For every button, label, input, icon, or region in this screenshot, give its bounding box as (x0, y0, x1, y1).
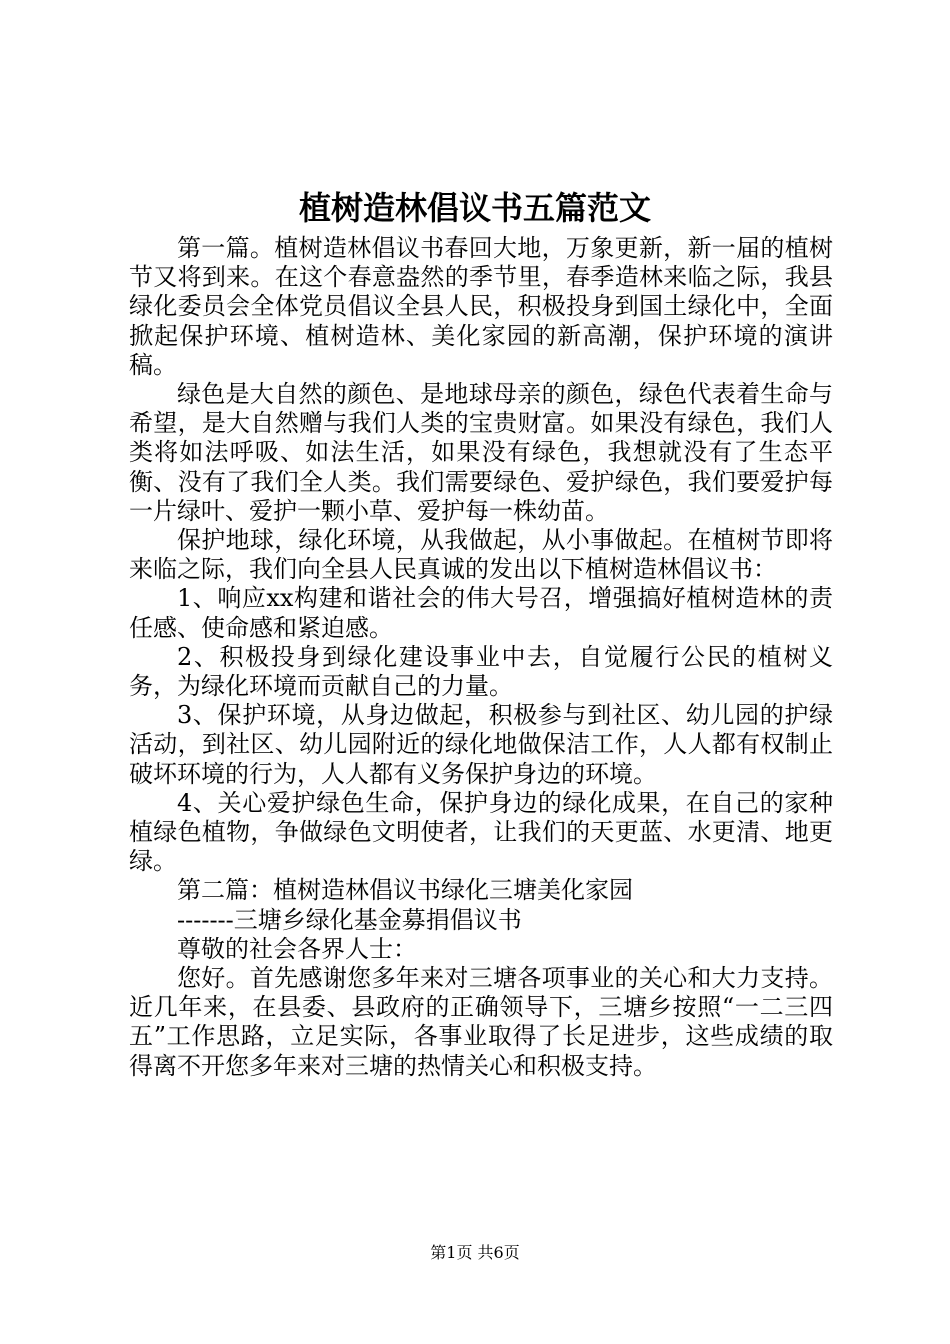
section-heading: 第二篇：植树造林倡议书绿化三塘美化家园 (177, 876, 633, 905)
page-footer: 第1页 共6页 (430, 1243, 520, 1262)
paragraph: 3、保护环境，从身边做起，积极参与到社区、幼儿园的护绿活动，到社区、幼儿园附近的绿化地做保洁工作，人人都有权制止破坏环境的行为，人人都有义务保护身边的环境。 (129, 701, 833, 788)
paragraph: 2、积极投身到绿化建设事业中去，自觉履行公民的植树义务，为绿化环境而贡献自己的力量。 (129, 642, 833, 701)
paragraph: 绿色是大自然的颜色、是地球母亲的颜色，绿色代表着生命与希望，是大自然赠与我们人类的宝贵财富。如果没有绿色，我们人类将如法呼吸、如法生活，如果没有绿色，我想就没有了生态平衡、没有了我们全人类。我们需要绿色、爱护绿色，我们要爱护每一片绿叶、爱护一颗小草、爱护每一株幼苗。 (129, 380, 833, 525)
document-title: 植树造林倡议书五篇范文 (298, 189, 651, 227)
paragraph: 1、响应xx构建和谐社会的伟大号召，增强搞好植树造林的责任感、使命感和紧迫感。 (129, 584, 833, 642)
paragraph: 保护地球，绿化环境，从我做起，从小事做起。在植树节即将来临之际，我们向全县人民真诚的发出以下植树造林倡议书： (129, 526, 833, 584)
salutation: 尊敬的社会各界人士： (177, 934, 417, 963)
paragraph: 第一篇。植树造林倡议书春回大地，万象更新，新一届的植树节又将到来。在这个春意盎然的季节里，春季造林来临之际，我县绿化委员会全体党员倡议全县人民，积极投身到国土绿化中，全面掀起保护环境、植树造林、美化家园的新高潮，保护环境的演讲稿。 (129, 234, 833, 379)
paragraph: 您好。首先感谢您多年来对三塘各项事业的关心和大力支持。近几年来，在县委、县政府的正确领导下，三塘乡按照“一二三四五”工作思路，立足实际，各事业取得了长足进步，这些成绩的取得离不开您多年来对三塘的热情关心和积极支持。 (129, 964, 833, 1080)
paragraph: 4、关心爱护绿色生命，保护身边的绿化成果，在自己的家种植绿色植物，争做绿色文明使者，让我们的天更蓝、水更清、地更绿。 (129, 788, 833, 876)
section-subheading: -------三塘乡绿化基金募捐倡议书 (177, 905, 522, 934)
document-body (129, 234, 833, 1081)
